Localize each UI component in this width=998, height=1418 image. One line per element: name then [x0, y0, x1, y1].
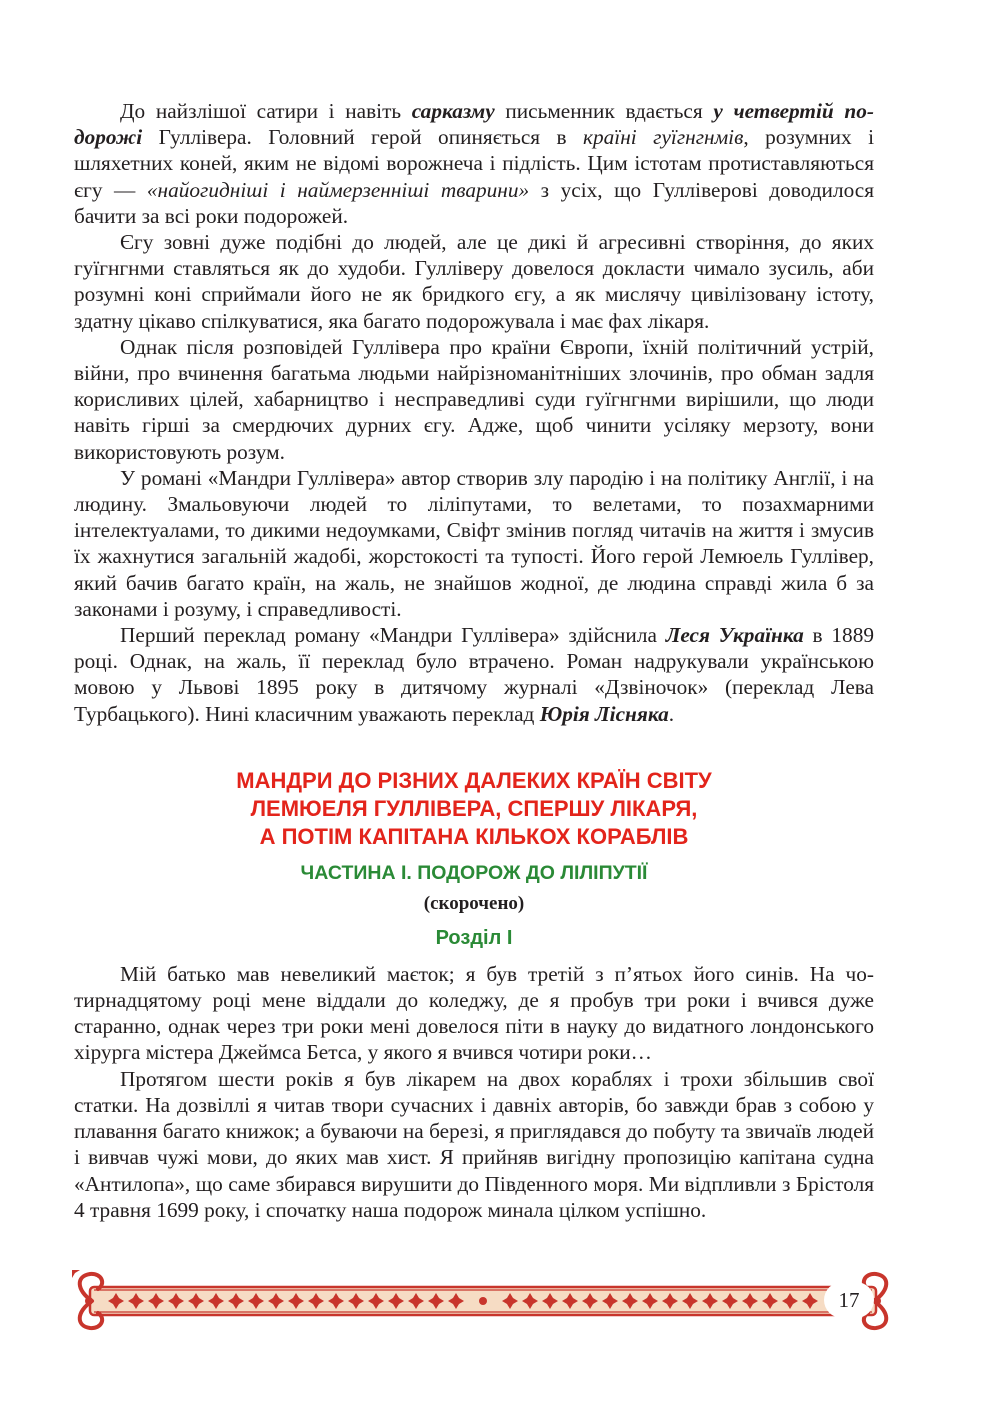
work-title-line-1: МАНДРИ ДО РІЗНИХ ДАЛЕКИХ КРАЇН СВІТУ: [236, 767, 712, 793]
translator-lesya-ukrainka: Леся Українка: [665, 623, 804, 648]
emphasis-houyhnhnm-land: країні гуїгнгнмів: [583, 125, 744, 150]
translator-yuriy-lisnyak: Юрія Лісняка: [539, 701, 669, 726]
story-paragraph-1: Мій батько мав невеликий маєток; я був третій з п’ятьох його синів. На чотирнадцятому році мене віддали до коледжу, де я пробув три роки і вчився дуже старанно, однак через три роки мені довелося піти в науку до видатного лондонського хірурга містера Джеймса Бетса, у якого я вчився чотири роки…: [74, 961, 874, 1065]
text-run: в 1889 році. Однак, на жаль, її переклад було втрачено. Роман надрукували українською мовою у Львові 1895 року в дитячому журналі «Дзвіночок» (переклад Лева Турбацького). Нині класичним уважають переклад: [74, 623, 874, 726]
intro-paragraph-2: Єгу зовні дуже подібні до людей, але це дикі й агресивні створіння, до яких гуїгнгнми ставляться як до худоби. Гулліверу довелося докласти чимало зусиль, аби розумні коні сприймали його не як бридкого єгу, а як мислячу цивілізовану істоту, здатну цікаво спілкуватися, яка багато подорожувала і має фах лікаря.: [74, 230, 874, 333]
intro-paragraph-1: [74, 98, 874, 229]
text-run: , розумних і шляхетних коней, яким не відомі ворожнеча і підлість. Цим істотам протиставляються єгу —: [74, 125, 874, 202]
text-run: письменник вдається: [494, 99, 714, 123]
intro-paragraph-5: [74, 622, 874, 727]
footer-ornament: [72, 1270, 894, 1332]
chapter-heading: Розділ І: [435, 926, 513, 949]
intro-paragraph-4: У романі «Мандри Гуллівера» автор створив злу пародію і на політику Англії, і на людину. Змальовуючи людей то ліліпутами, то велетами, то позахмарними інтелектуалами, то дикими недоумками, Свіфт змінив погляд читачів на життя і змусив їх жахнутися загальній жадобі, жорстокості та тупості. Його герой Лемюель Гуллівер, який бачив багато країн, на жаль, не знайшов жодної, де людина справді жила б за законами і розуму, і справедливості.: [74, 465, 874, 621]
text-run: з усіх, що Гулліверові доводилося бачити за всі роки подорожей.: [74, 177, 874, 228]
text-run: До найзлішої сатири і навіть: [120, 99, 412, 123]
text-run: Гуллівера. Головний герой опиняється в: [142, 125, 584, 150]
work-title-line-2: ЛЕМЮЕЛЯ ГУЛЛІВЕРА, СПЕРШУ ЛІКАРЯ,: [250, 795, 698, 821]
embroidery-border-ornament-icon: [72, 1270, 894, 1332]
page-number: 17: [824, 1282, 874, 1318]
text-run: Перший переклад роману «Мандри Гуллівера» здійснила: [120, 623, 666, 648]
abridged-note: (скорочено): [423, 892, 525, 914]
quote-yahoo: «найогидніші і наймерзенніші тварини»: [146, 177, 530, 202]
work-title: [74, 767, 874, 851]
emphasis-sarcasm: сарказму: [411, 99, 495, 123]
text-run: .: [668, 701, 675, 726]
page-content: [74, 98, 874, 1223]
story-paragraph-2: Протягом шести років я був лікарем на двох кораблях і трохи збільшив свої статки. На дозвіллі я читав твори сучасних і давніх авторів, бо завжди брав з собою у плавання багато книжок; а буваючи на березі, я приглядався до побуту та звичаїв людей і вивчав чужі мови, до яких мав хист. Я прийняв вигідну пропозицію капітана судна «Антилопа», що саме збирався вирушити до Південного моря. Ми відпливли з Брістоля 4 травня 1699 року, і спочатку наша подорож минала цілком успішно.: [74, 1066, 874, 1222]
emphasis-fourth-voyage: у четвертій подорожі: [74, 99, 874, 150]
part-title: ЧАСТИНА І. ПОДОРОЖ ДО ЛІЛІПУТІЇ: [300, 861, 648, 884]
work-title-line-3: А ПОТІМ КАПІТАНА КІЛЬКОХ КОРАБЛІВ: [259, 823, 689, 849]
intro-paragraph-3: Однак після розповідей Гуллівера про країни Європи, їхній політичний устрій, війни, про вчинення багатьма людьми найрізноманітніших злочинів, про обман задля корисливих цілей, хабарництво і несправедливі суди гуїгнгнми вирішили, що люди навіть гірші за смердючих дурних єгу. Адже, щоб чинити усіляку мерзоту, вони використовують розум.: [74, 334, 874, 464]
